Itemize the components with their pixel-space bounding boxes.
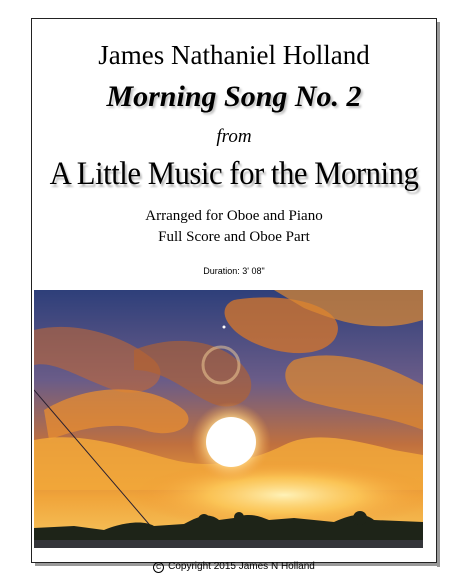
duration-label: Duration: 3' 08" <box>203 266 265 276</box>
sunrise-artwork-svg <box>34 290 423 548</box>
copyright-line <box>31 561 437 573</box>
copyright-icon: C <box>153 562 164 573</box>
composer-name: James Nathaniel Holland <box>98 40 370 70</box>
copyright-text: Copyright 2015 James N Holland <box>168 561 315 572</box>
sunrise-artwork <box>34 290 423 548</box>
frame-shadow-right <box>437 22 440 567</box>
piece-title: Morning Song No. 2 <box>106 80 362 113</box>
from-label: from <box>216 126 252 147</box>
collection-title: A Little Music for the Morning <box>49 156 419 192</box>
arrangement-line: Arranged for Oboe and Piano <box>145 208 323 224</box>
parts-line: Full Score and Oboe Part <box>158 229 310 245</box>
